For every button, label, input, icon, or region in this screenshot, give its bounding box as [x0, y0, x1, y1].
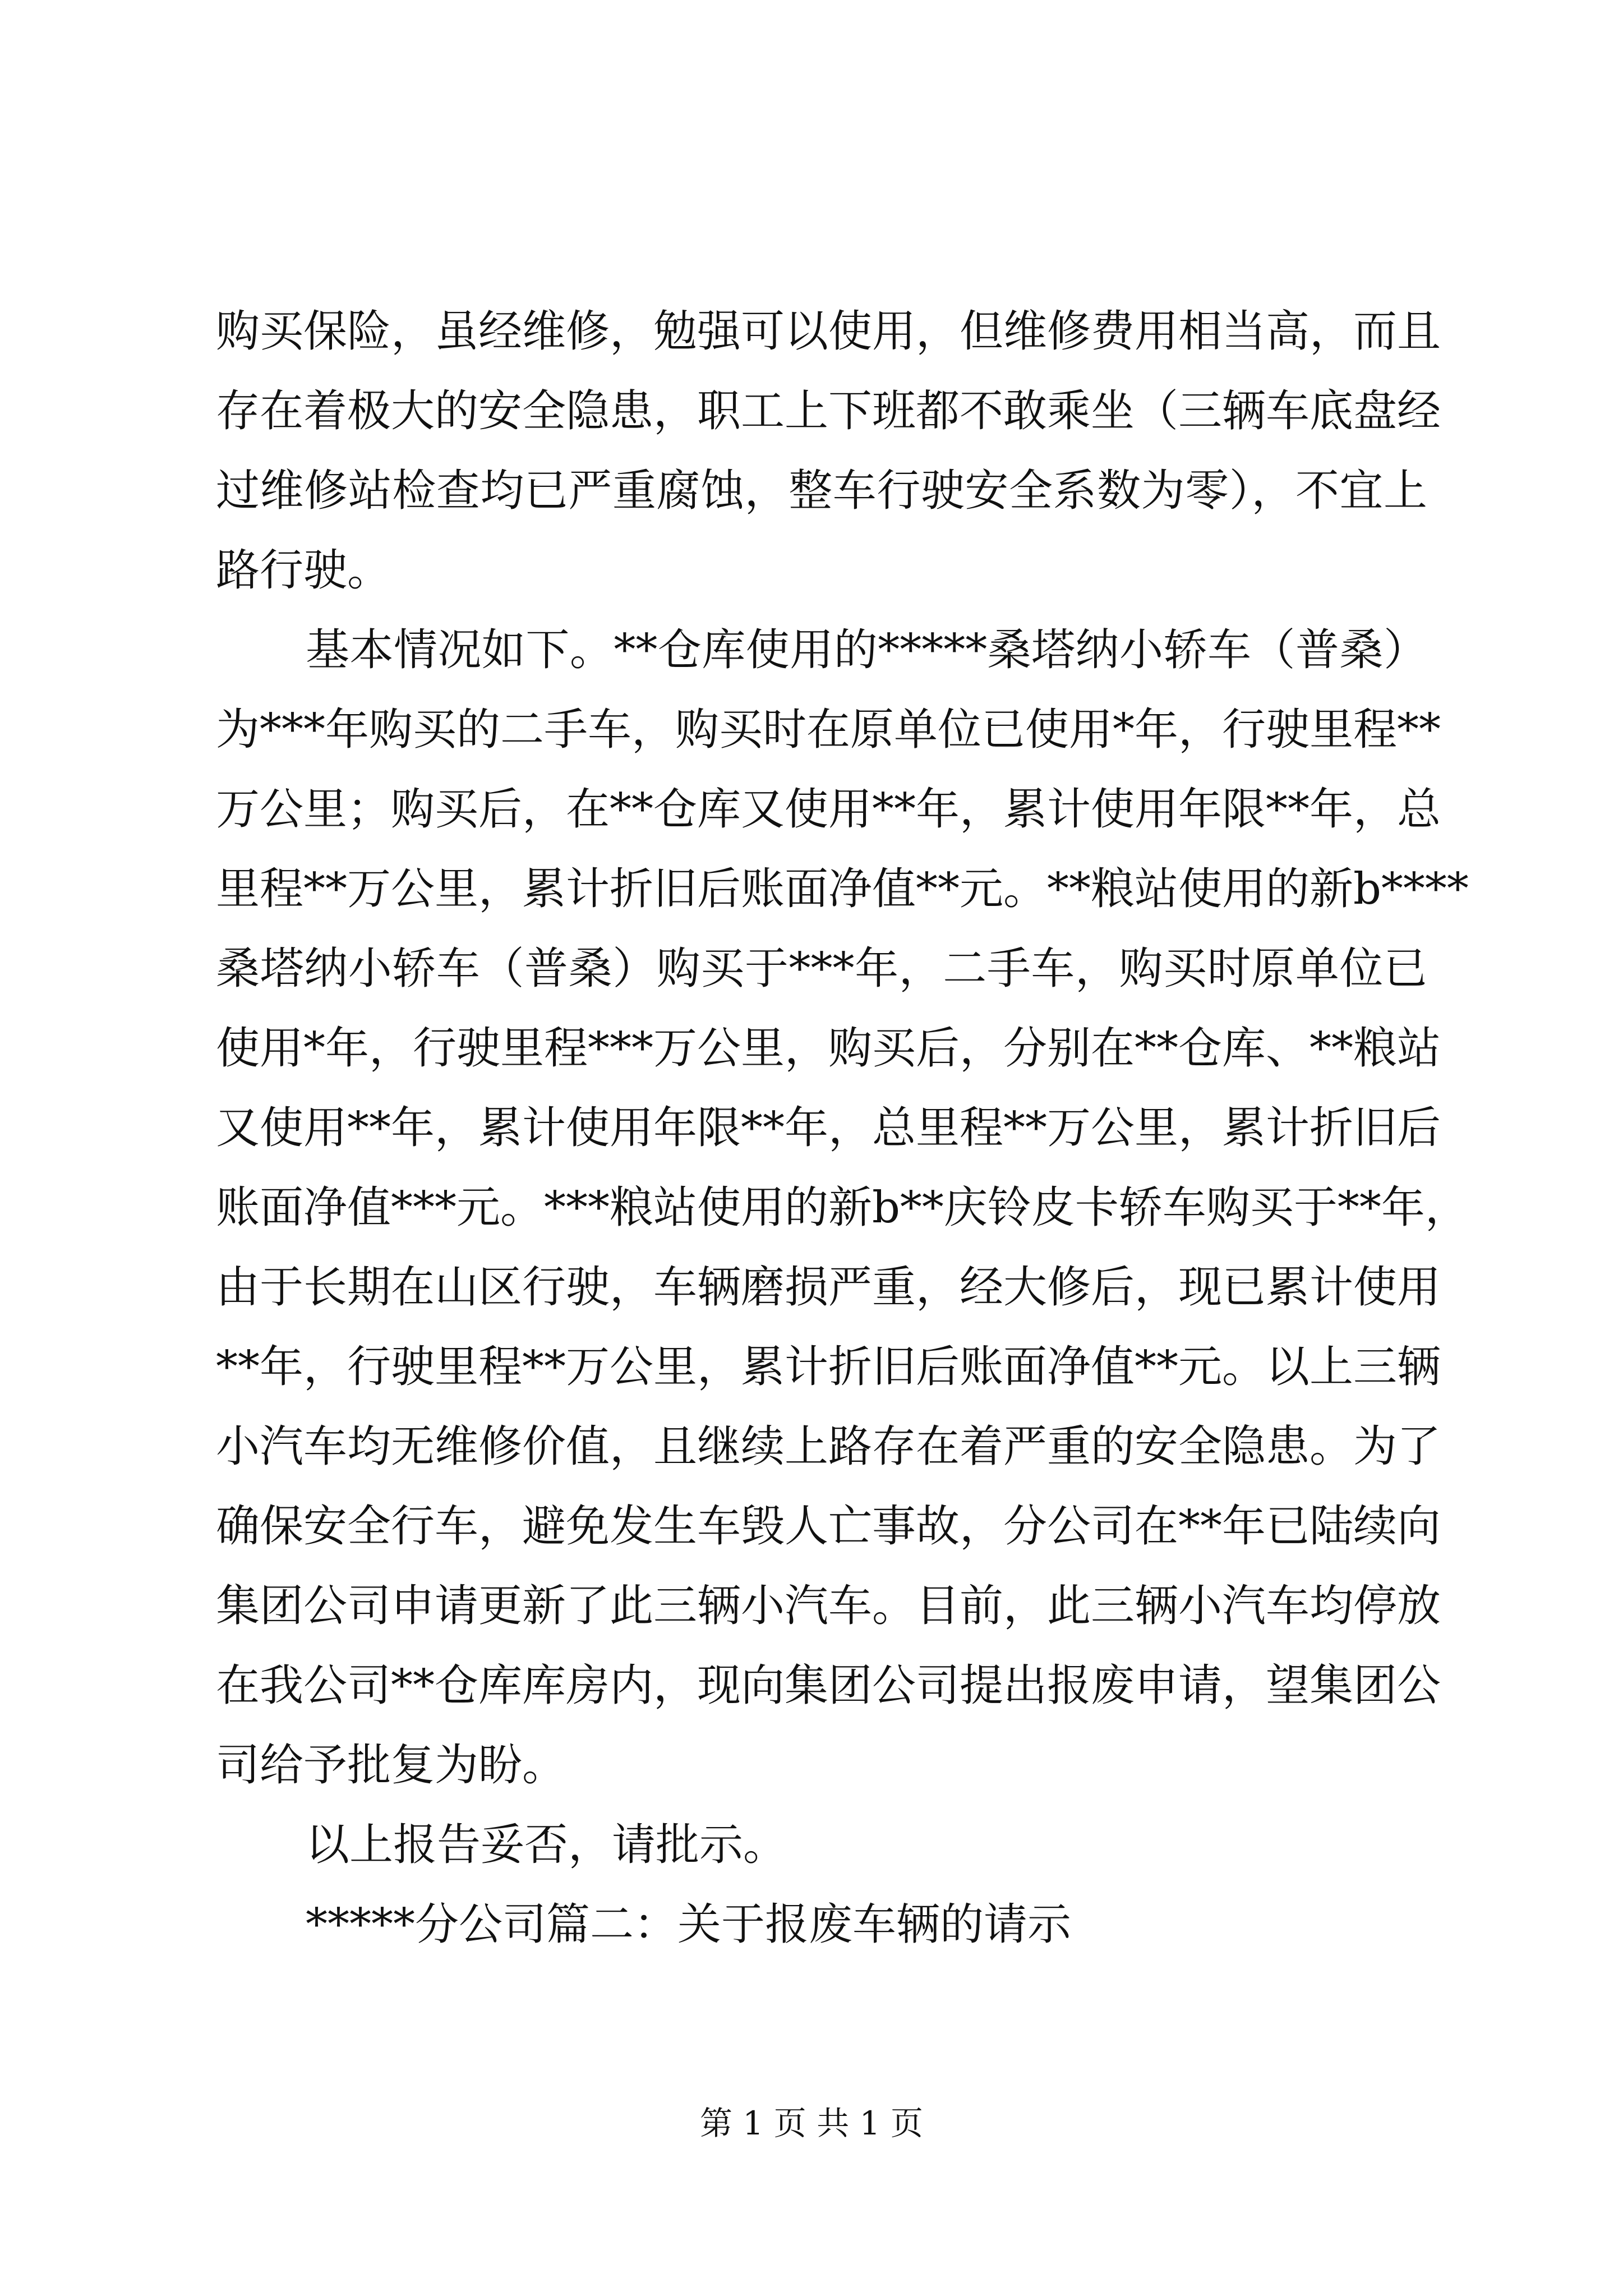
paragraph-line: 桑塔纳小轿车（普桑）购买于***年，二手车，购买时原单位已 — [216, 944, 1427, 994]
paragraph-line: 集团公司申请更新了此三辆小汽车。目前，此三辆小汽车均停放 — [216, 1581, 1441, 1631]
paragraph-line: 使用*年，行驶里程***万公里，购买后，分别在**仓库、**粮站 — [216, 1023, 1441, 1074]
paragraph-line: 由于长期在山区行驶，车辆磨损严重，经大修后，现已累计使用 — [216, 1262, 1441, 1313]
paragraph-line: 在我公司**仓库库房内，现向集团公司提出报废申请，望集团公 — [216, 1660, 1441, 1711]
paragraph-line: 存在着极大的安全隐患，职工上下班都不敢乘坐（三辆车底盘经 — [216, 386, 1441, 436]
paragraph-line: 购买保险，虽经维修，勉强可以使用，但维修费用相当高，而且 — [216, 306, 1441, 357]
paragraph-line: 以上报告妥否，请批示。 — [306, 1820, 787, 1870]
paragraph-line: 为***年购买的二手车，购买时在原单位已使用*年，行驶里程** — [216, 705, 1441, 755]
paragraph-line: 司给予批复为盼。 — [216, 1740, 566, 1791]
paragraph-line: 基本情况如下。**仓库使用的*****桑塔纳小轿车（普桑） — [306, 625, 1427, 675]
paragraph-line: 里程**万公里，累计折旧后账面净值**元。**粮站使用的新b**** — [216, 864, 1469, 914]
paragraph-line: 万公里；购买后，在**仓库又使用**年，累计使用年限**年，总 — [216, 784, 1441, 835]
paragraph-line: **年，行驶里程**万公里，累计折旧后账面净值**元。以上三辆 — [216, 1342, 1441, 1392]
section-heading: *****分公司篇二：关于报废车辆的请示 — [306, 1899, 1072, 1950]
paragraph-line: 账面净值***元。***粮站使用的新b**庆铃皮卡轿车购买于**年， — [216, 1182, 1469, 1233]
document-body — [216, 292, 1469, 1964]
paragraph-line: 确保安全行车，避免发生车毁人亡事故，分公司在**年已陆续向 — [216, 1501, 1441, 1552]
paragraph-line: 路行驶。 — [216, 545, 391, 596]
paragraph-line: 过维修站检查均已严重腐蚀，整车行驶安全系数为零），不宜上 — [216, 466, 1427, 516]
page-footer: 第 1 页 共 1 页 — [700, 2104, 923, 2142]
paragraph-line: 又使用**年，累计使用年限**年，总里程**万公里，累计折旧后 — [216, 1103, 1441, 1153]
paragraph-line: 小汽车均无维修价值，且继续上路存在着严重的安全隐患。为了 — [216, 1421, 1441, 1472]
